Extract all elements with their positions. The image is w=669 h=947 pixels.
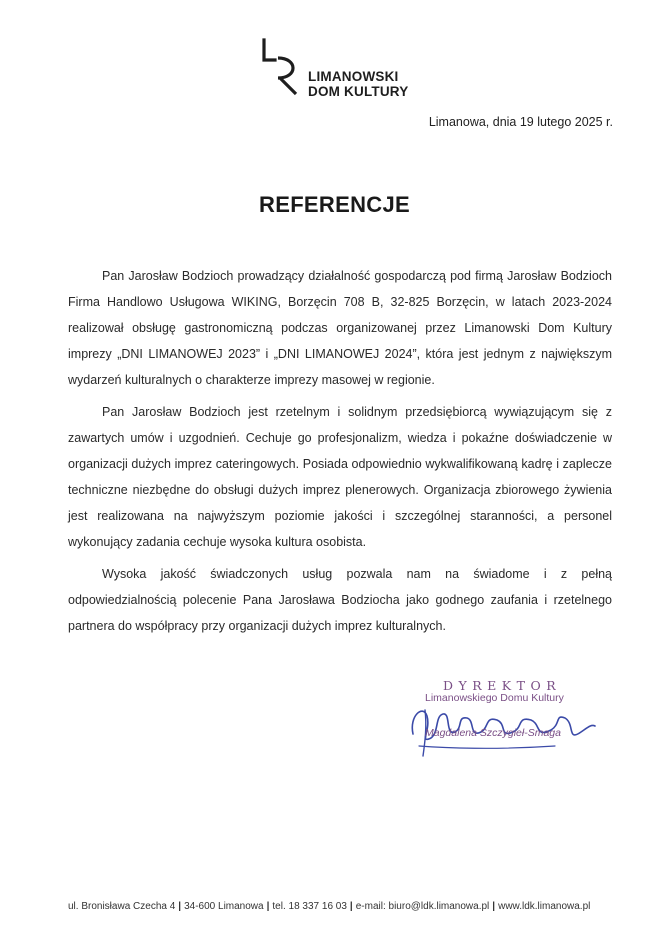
stamp-name: Magdalena Szczygieł-Smaga	[425, 727, 561, 739]
paragraph-1: Pan Jarosław Bodzioch prowadzący działalność gospodarczą pod firmą Jarosław Bodzioch Firma Handlowo Usługowa WIKING, Borzęcin 708 B, 32-825 Borzęcin, w latach 2023-2024 realizował obsługę gastronomiczną podczas organizowanej przez Limanowski Dom Kultury imprezy „DNI LIMANOWEJ 2023” i „DNI LIMANOWEJ 2024”, która jest jednym z największym wydarzeń kulturalnych o charakterze imprezy masowej w regionie.	[68, 269, 612, 387]
footer-contact	[68, 901, 590, 912]
ldk-logo-icon	[258, 38, 310, 100]
paragraph-3: Wysoka jakość świadczonych usług pozwala nam na świadome i z pełną odpowiedzialnością polecenie Pana Jarosława Bodziocha jako godnego zaufania i rzetelnego partnera do współpracy przy organizacji dużych imprez kulturalnych.	[68, 567, 612, 633]
logo-line1: LIMANOWSKI	[308, 69, 399, 84]
footer-separator: |	[178, 901, 182, 912]
stamp-organization: Limanowskiego Domu Kultury	[425, 692, 564, 704]
paragraph-2: Pan Jarosław Bodzioch jest rzetelnym i solidnym przedsiębiorcą wywiązującym się z zawartych umów i uzgodnień. Cechuje go profesjonalizm, wiedza i pokaźne doświadczenie w organizacji dużych imprez cateringowych. Posiada odpowiednio wykwalifikowaną kadrę i zaplecze techniczne niezbędne do obsługi dużych imprez plenerowych. Organizacja zbiorowego żywienia jest realizowana na najwyższym poziomie jakości i szczególnej staranności, a personel wykonujący zadania cechuje wysoka kultura osobista.	[68, 405, 612, 549]
footer-email[interactable]: e-mail: biuro@ldk.limanowa.pl	[355, 901, 490, 912]
footer-website[interactable]: www.ldk.limanowa.pl	[498, 901, 591, 912]
footer-separator: |	[492, 901, 496, 912]
stamp-title: DYREKTOR	[443, 678, 562, 693]
logo-line2: DOM KULTURY	[308, 84, 409, 99]
footer-address: ul. Bronisława Czecha 4	[68, 901, 176, 912]
director-stamp	[405, 678, 605, 758]
footer-separator: |	[266, 901, 270, 912]
document-title: REFERENCJE	[259, 192, 410, 217]
letter-date: Limanowa, dnia 19 lutego 2025 r.	[428, 115, 613, 129]
letter-body	[68, 263, 612, 645]
institution-logo	[258, 38, 428, 100]
footer-city: 34-600 Limanowa	[184, 901, 264, 912]
logo-wordmark	[308, 69, 408, 99]
footer-separator: |	[349, 901, 353, 912]
footer-phone: tel. 18 337 16 03	[272, 901, 347, 912]
